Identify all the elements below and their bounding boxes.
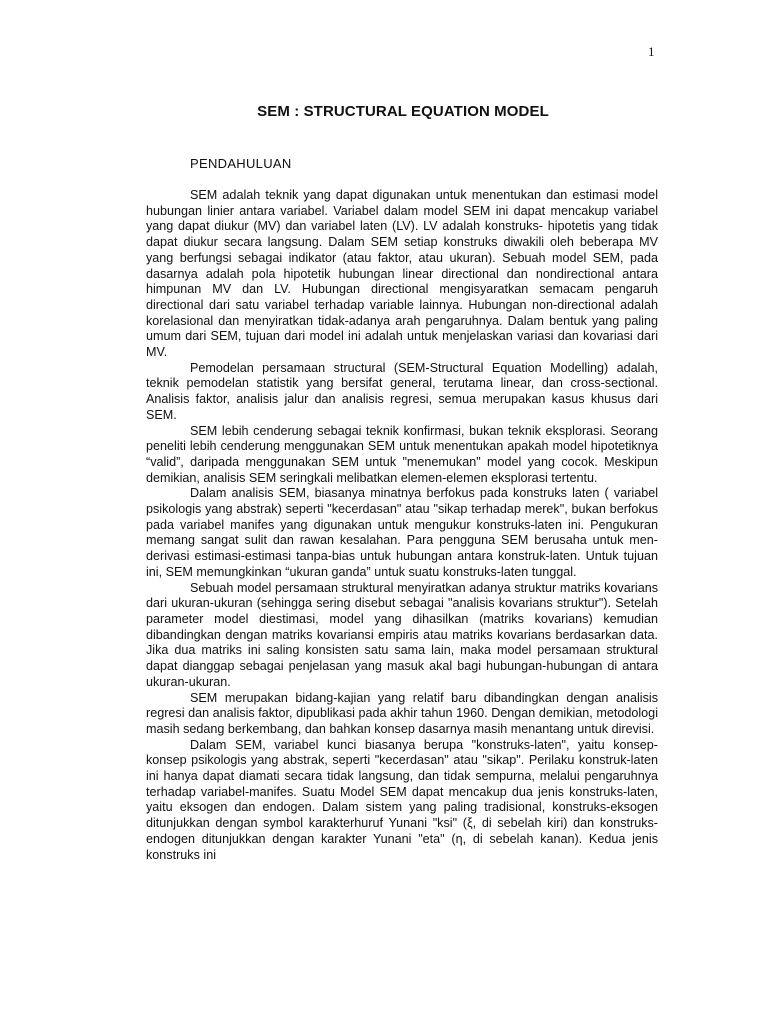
- paragraph: Dalam SEM, variabel kunci biasanya berupa "konstruks-laten", yaitu konsep-konsep psikologis yang abstrak, seperti "kecerdasan" atau "sikap". Perilaku konstruk-laten ini hanya dapat diamati secara tidak langsung, dan tidak sempurna, melalui pengaruhnya terhadap variabel-manifes. Suatu Model SEM dapat mencakup dua jenis konstruks-laten, yaitu eksogen dan endogen. Dalam sistem yang paling tradisional, konstruks-eksogen ditunjukkan dengan symbol karakterhuruf Yunani "ksi" (ξ, di sebelah kiri) dan konstruks-endogen ditunjukkan dengan karakter Yunani "eta" (η, di sebelah kanan). Kedua jenis konstruks ini: [146, 737, 658, 862]
- paragraph: SEM lebih cenderung sebagai teknik konfirmasi, bukan teknik eksplorasi. Seorang peneliti lebih cenderung menggunakan SEM untuk menentukan apakah model hipotetiknya “valid”, daripada menggunakan SEM untuk "menemukan" model yang cocok. Meskipun demikian, analisis SEM seringkali melibatkan elemen-elemen eksplorasi tertentu.: [146, 423, 658, 485]
- paragraph: Pemodelan persamaan structural (SEM-Structural Equation Modelling) adalah, teknik pemodelan statistik yang bersifat general, terutama linear, dan cross-sectional. Analisis faktor, analisis jalur dan analisis regresi, semua merupakan kasus khusus dari SEM.: [146, 360, 658, 422]
- page-number: 1: [648, 44, 655, 59]
- body-text: [146, 188, 658, 863]
- paragraph: SEM adalah teknik yang dapat digunakan untuk menentukan dan estimasi model hubungan linier antara variabel. Variabel dalam model SEM ini dapat mencakup variabel yang dapat diukur (MV) dan variabel laten (LV). LV adalah konstruks- hipotetis yang tidak dapat diukur secara langsung. Dalam SEM setiap konstruks diwakili oleh beberapa MV yang berfungsi sebagai indikator (atau faktor, atau ukuran). Sebuah model SEM, pada dasarnya adalah pola hipotetik hubungan linear directional dan nondirectional antara himpunan MV dan LV. Hubungan directional mengisyaratkan semacam pengaruh directional dari satu variabel terhadap variable lainnya. Hubungan non-directional adalah korelasional dan menyiratkan tidak-adanya arah pengaruhnya. Dalam bentuk yang paling umum dari SEM, tujuan dari model ini adalah untuk menjelaskan variasi dan kovariasi dari MV.: [146, 188, 658, 360]
- paragraph: Dalam analisis SEM, biasanya minatnya berfokus pada konstruks laten ( variabel psikologis yang abstrak) seperti "kecerdasan" atau "sikap terhadap merek", bukan berfokus pada variabel manifes yang digunakan untuk mengukur konstruks-laten ini. Pengukuran memang sangat sulit dan rawan kesalahan. Para pengguna SEM berusaha untuk men-derivasi estimasi-estimasi tanpa-bias untuk hubungan antara konstruk-laten. Untuk tujuan ini, SEM memungkinkan “ukuran ganda” untuk suatu konstruks-laten tunggal.: [146, 486, 658, 579]
- paragraph: SEM merupakan bidang-kajian yang relatif baru dibandingkan dengan analisis regresi dan analisis faktor, dipublikasi pada akhir tahun 1960. Dengan demikian, metodologi masih sedang berkembang, dan bahkan konsep dasarnya masih menantang untuk direvisi.: [146, 690, 658, 736]
- section-heading: PENDAHULUAN: [190, 156, 292, 171]
- document-title: SEM : STRUCTURAL EQUATION MODEL: [257, 103, 549, 120]
- paragraph: Sebuah model persamaan struktural menyiratkan adanya struktur matriks kovarians dari ukuran-ukuran (sehingga sering disebut sebagai "analisis kovarians struktur"). Setelah parameter model diestimasi, model yang dihasilkan (matriks kovarians) kemudian dibandingkan dengan matriks kovariansi empiris atau matriks kovarians berdasarkan data. Jika dua matriks ini saling konsisten satu sama lain, maka model persamaan struktural dapat dianggap sebagai penjelasan yang masuk akal bagi hubungan-hubungan di antara ukuran-ukuran.: [146, 580, 658, 689]
